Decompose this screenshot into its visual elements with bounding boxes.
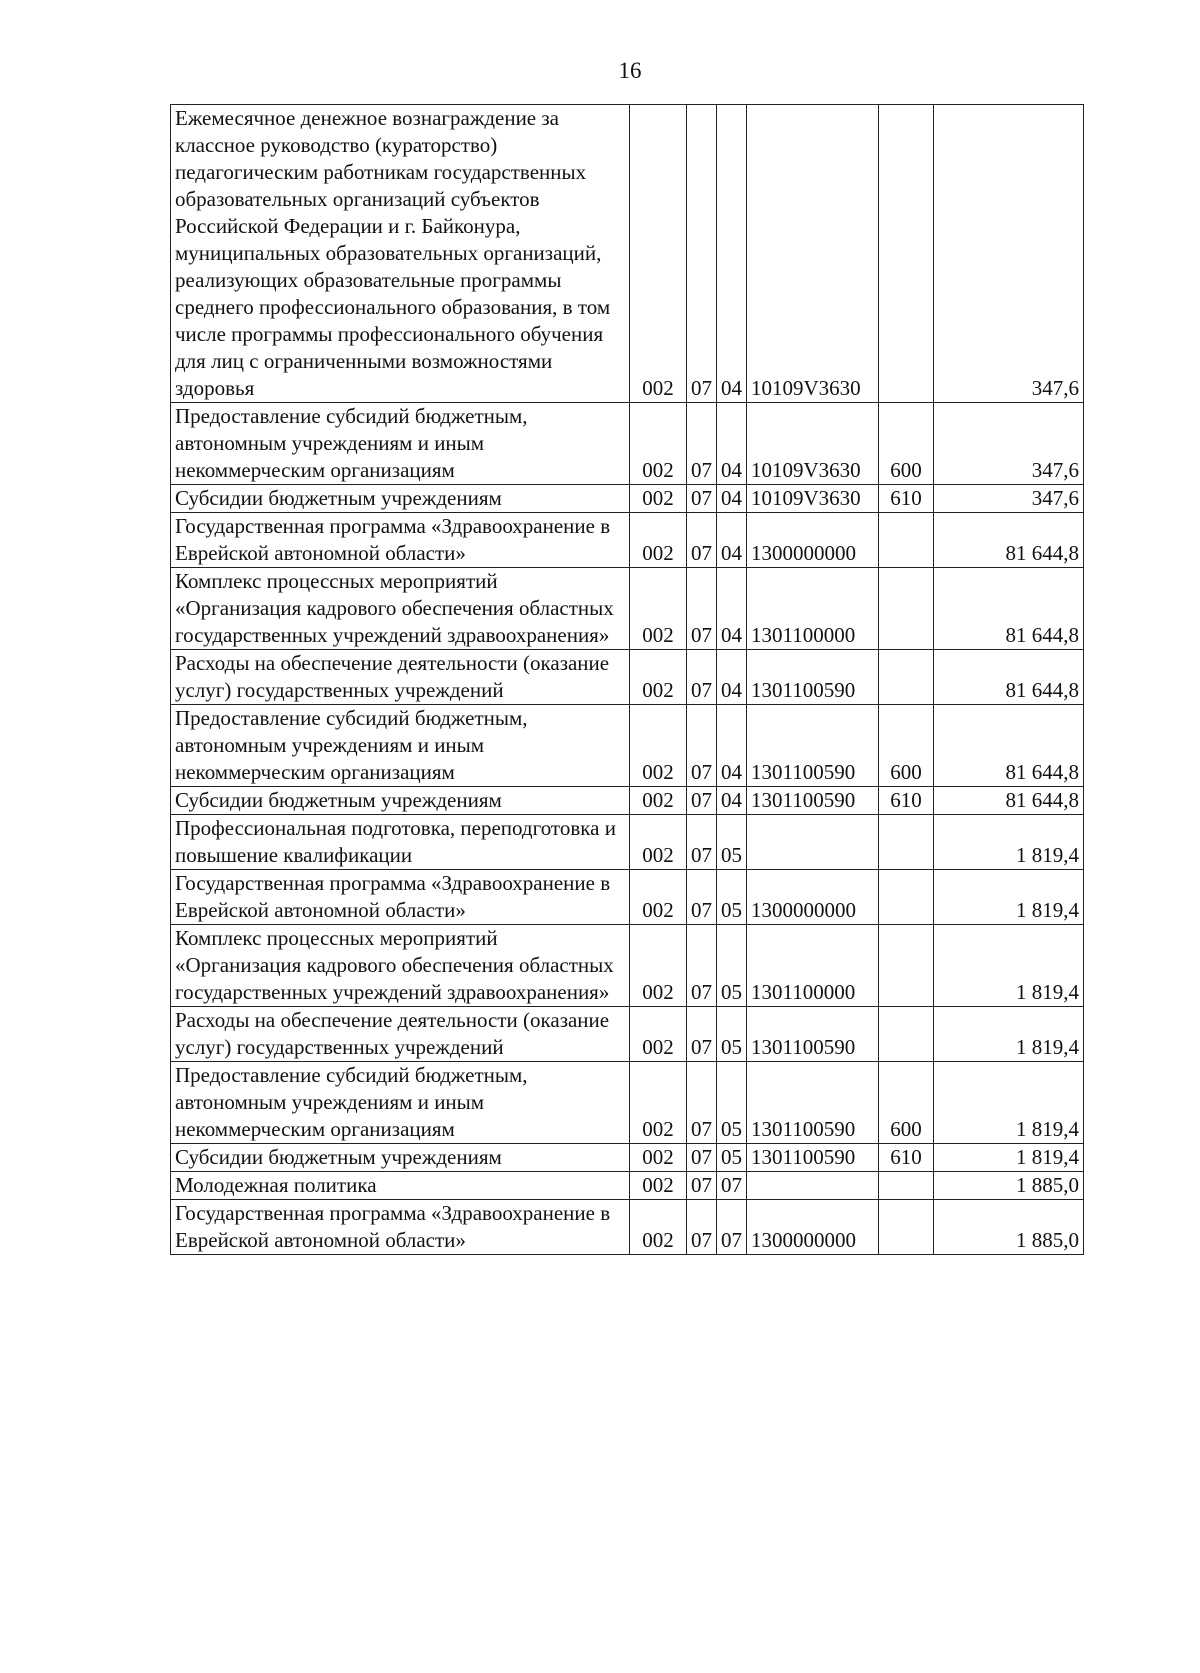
- amount-cell: 1 819,4: [934, 925, 1084, 1007]
- amount-cell: 81 644,8: [934, 513, 1084, 568]
- row-name-cell: Государственная программа «Здравоохранение в Еврейской автономной области»: [171, 513, 630, 568]
- table-row: [171, 925, 1084, 1007]
- ved-code-cell: 002: [630, 787, 687, 815]
- target-article-cell: 1300000000: [747, 513, 879, 568]
- table-row: [171, 705, 1084, 787]
- table-row: [171, 650, 1084, 705]
- expense-type-cell: [879, 513, 934, 568]
- target-article-cell: 1301100000: [747, 568, 879, 650]
- amount-cell: 81 644,8: [934, 787, 1084, 815]
- expense-type-cell: [879, 568, 934, 650]
- target-article-cell: 1301100590: [747, 705, 879, 787]
- target-article-cell: 1301100590: [747, 1144, 879, 1172]
- ved-code-cell: 002: [630, 705, 687, 787]
- amount-cell: 1 819,4: [934, 815, 1084, 870]
- amount-cell: 81 644,8: [934, 650, 1084, 705]
- section-code-cell: 07: [687, 787, 717, 815]
- ved-code-cell: 002: [630, 1200, 687, 1255]
- expense-type-cell: [879, 870, 934, 925]
- row-name-cell: Молодежная политика: [171, 1172, 630, 1200]
- target-article-cell: [747, 1172, 879, 1200]
- subsection-code-cell: 04: [717, 650, 747, 705]
- ved-code-cell: 002: [630, 650, 687, 705]
- expense-type-cell: 610: [879, 787, 934, 815]
- table-row: [171, 787, 1084, 815]
- section-code-cell: 07: [687, 650, 717, 705]
- table-row: [171, 870, 1084, 925]
- expense-type-cell: 600: [879, 403, 934, 485]
- target-article-cell: 1301100590: [747, 1062, 879, 1144]
- amount-cell: 347,6: [934, 105, 1084, 403]
- section-code-cell: 07: [687, 403, 717, 485]
- expense-type-cell: 610: [879, 1144, 934, 1172]
- table-row: [171, 485, 1084, 513]
- ved-code-cell: 002: [630, 815, 687, 870]
- ved-code-cell: 002: [630, 485, 687, 513]
- subsection-code-cell: 04: [717, 513, 747, 568]
- amount-cell: 347,6: [934, 403, 1084, 485]
- section-code-cell: 07: [687, 568, 717, 650]
- table-row: [171, 513, 1084, 568]
- target-article-cell: 1300000000: [747, 870, 879, 925]
- table-row: [171, 815, 1084, 870]
- subsection-code-cell: 07: [717, 1200, 747, 1255]
- target-article-cell: 10109V3630: [747, 485, 879, 513]
- expense-type-cell: [879, 1172, 934, 1200]
- table-row: [171, 1144, 1084, 1172]
- subsection-code-cell: 04: [717, 403, 747, 485]
- ved-code-cell: 002: [630, 513, 687, 568]
- table-row: [171, 1172, 1084, 1200]
- amount-cell: 1 819,4: [934, 1062, 1084, 1144]
- expense-type-cell: [879, 815, 934, 870]
- section-code-cell: 07: [687, 1144, 717, 1172]
- table-row: [171, 568, 1084, 650]
- section-code-cell: 07: [687, 485, 717, 513]
- expense-type-cell: [879, 1200, 934, 1255]
- expense-type-cell: [879, 1007, 934, 1062]
- target-article-cell: 1301100000: [747, 925, 879, 1007]
- section-code-cell: 07: [687, 705, 717, 787]
- row-name-cell: Государственная программа «Здравоохранение в Еврейской автономной области»: [171, 870, 630, 925]
- target-article-cell: 1301100590: [747, 1007, 879, 1062]
- row-name-cell: Субсидии бюджетным учреждениям: [171, 1144, 630, 1172]
- target-article-cell: 10109V3630: [747, 105, 879, 403]
- target-article-cell: 1301100590: [747, 787, 879, 815]
- ved-code-cell: 002: [630, 1062, 687, 1144]
- subsection-code-cell: 04: [717, 787, 747, 815]
- section-code-cell: 07: [687, 1062, 717, 1144]
- subsection-code-cell: 04: [717, 485, 747, 513]
- section-code-cell: 07: [687, 925, 717, 1007]
- subsection-code-cell: 04: [717, 705, 747, 787]
- budget-table-body: [171, 105, 1084, 1255]
- table-row: [171, 1062, 1084, 1144]
- ved-code-cell: 002: [630, 105, 687, 403]
- target-article-cell: 10109V3630: [747, 403, 879, 485]
- amount-cell: 347,6: [934, 485, 1084, 513]
- row-name-cell: Ежемесячное денежное вознаграждение за классное руководство (кураторство) педагогическим работникам государственных образовательных организаций субъектов Российской Федерации и г. Байконура, муниципальных образовательных организаций, реализующих образовательные программы среднего профессионального образования, в том числе программы профессионального обучения для лиц с ограниченными возможностями здоровья: [171, 105, 630, 403]
- target-article-cell: 1301100590: [747, 650, 879, 705]
- subsection-code-cell: 05: [717, 1007, 747, 1062]
- subsection-code-cell: 05: [717, 1144, 747, 1172]
- table-row: [171, 403, 1084, 485]
- section-code-cell: 07: [687, 1007, 717, 1062]
- amount-cell: 1 819,4: [934, 1144, 1084, 1172]
- amount-cell: 81 644,8: [934, 568, 1084, 650]
- budget-table: [170, 104, 1084, 1255]
- section-code-cell: 07: [687, 815, 717, 870]
- section-code-cell: 07: [687, 1172, 717, 1200]
- expense-type-cell: 600: [879, 705, 934, 787]
- row-name-cell: Профессиональная подготовка, переподготовка и повышение квалификации: [171, 815, 630, 870]
- target-article-cell: 1300000000: [747, 1200, 879, 1255]
- subsection-code-cell: 05: [717, 870, 747, 925]
- ved-code-cell: 002: [630, 403, 687, 485]
- ved-code-cell: 002: [630, 1007, 687, 1062]
- table-row: [171, 105, 1084, 403]
- ved-code-cell: 002: [630, 1144, 687, 1172]
- table-row: [171, 1200, 1084, 1255]
- ved-code-cell: 002: [630, 870, 687, 925]
- row-name-cell: Предоставление субсидий бюджетным, автономным учреждениям и иным некоммерческим организациям: [171, 705, 630, 787]
- row-name-cell: Комплекс процессных мероприятий «Организация кадрового обеспечения областных государственных учреждений здравоохранения»: [171, 568, 630, 650]
- row-name-cell: Государственная программа «Здравоохранение в Еврейской автономной области»: [171, 1200, 630, 1255]
- subsection-code-cell: 05: [717, 1062, 747, 1144]
- amount-cell: 1 885,0: [934, 1200, 1084, 1255]
- subsection-code-cell: 04: [717, 568, 747, 650]
- subsection-code-cell: 05: [717, 925, 747, 1007]
- subsection-code-cell: 07: [717, 1172, 747, 1200]
- amount-cell: 1 819,4: [934, 1007, 1084, 1062]
- amount-cell: 1 885,0: [934, 1172, 1084, 1200]
- ved-code-cell: 002: [630, 568, 687, 650]
- row-name-cell: Расходы на обеспечение деятельности (оказание услуг) государственных учреждений: [171, 650, 630, 705]
- target-article-cell: [747, 815, 879, 870]
- expense-type-cell: [879, 105, 934, 403]
- section-code-cell: 07: [687, 1200, 717, 1255]
- row-name-cell: Субсидии бюджетным учреждениям: [171, 485, 630, 513]
- section-code-cell: 07: [687, 870, 717, 925]
- row-name-cell: Расходы на обеспечение деятельности (оказание услуг) государственных учреждений: [171, 1007, 630, 1062]
- table-row: [171, 1007, 1084, 1062]
- subsection-code-cell: 04: [717, 105, 747, 403]
- expense-type-cell: 610: [879, 485, 934, 513]
- row-name-cell: Комплекс процессных мероприятий «Организация кадрового обеспечения областных государственных учреждений здравоохранения»: [171, 925, 630, 1007]
- page-number: 16: [618, 58, 642, 83]
- ved-code-cell: 002: [630, 1172, 687, 1200]
- subsection-code-cell: 05: [717, 815, 747, 870]
- ved-code-cell: 002: [630, 925, 687, 1007]
- row-name-cell: Предоставление субсидий бюджетным, автономным учреждениям и иным некоммерческим организациям: [171, 1062, 630, 1144]
- row-name-cell: Предоставление субсидий бюджетным, автономным учреждениям и иным некоммерческим организациям: [171, 403, 630, 485]
- row-name-cell: Субсидии бюджетным учреждениям: [171, 787, 630, 815]
- section-code-cell: 07: [687, 105, 717, 403]
- amount-cell: 1 819,4: [934, 870, 1084, 925]
- amount-cell: 81 644,8: [934, 705, 1084, 787]
- expense-type-cell: [879, 925, 934, 1007]
- expense-type-cell: [879, 650, 934, 705]
- expense-type-cell: 600: [879, 1062, 934, 1144]
- section-code-cell: 07: [687, 513, 717, 568]
